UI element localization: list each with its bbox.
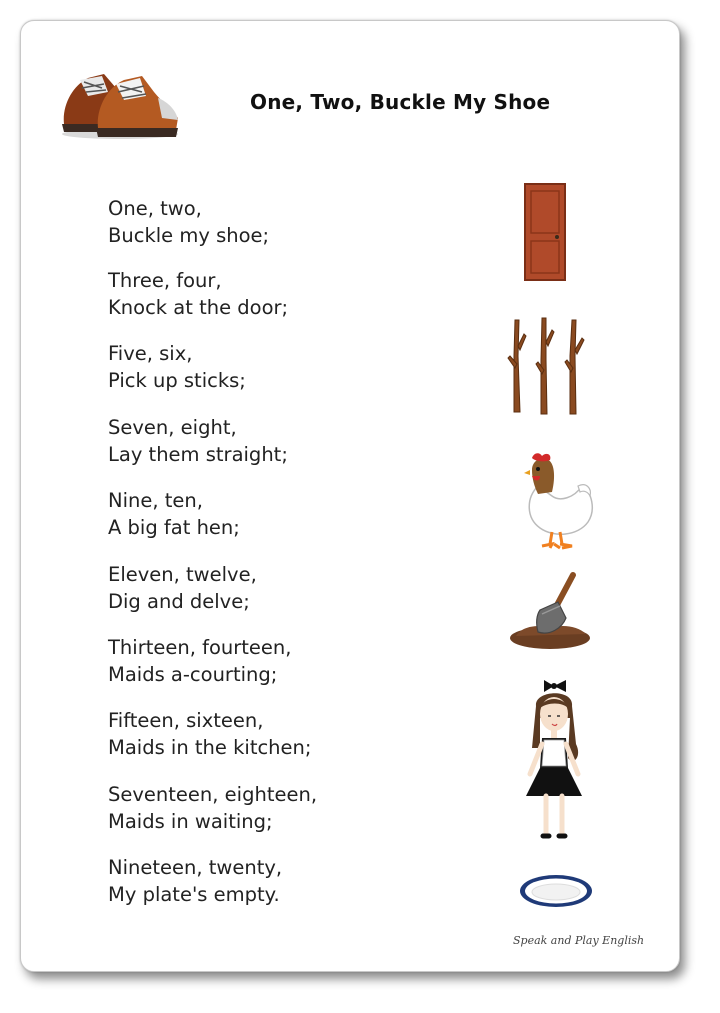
page-title: One, Two, Buckle My Shoe [250, 90, 551, 114]
sticks-icon [506, 316, 586, 416]
stanza-line: Pick up sticks; [108, 369, 246, 392]
stanza-8 [108, 707, 311, 761]
plate-icon [518, 872, 594, 910]
stanza-line: Seven, eight, [108, 416, 237, 439]
stanza-line: Nine, ten, [108, 489, 203, 512]
shoes-icon [58, 66, 184, 142]
stanza-line: Maids in waiting; [108, 810, 273, 833]
stanza-line: My plate's empty. [108, 883, 280, 906]
stanza-7 [108, 634, 291, 688]
stanza-line: Fifteen, sixteen, [108, 709, 264, 732]
stanza-line: One, two, [108, 197, 202, 220]
stanza-1 [108, 195, 269, 249]
girl-icon [516, 678, 592, 844]
stanza-line: Three, four, [108, 269, 222, 292]
stanza-6 [108, 561, 257, 615]
stanza-line: Lay them straight; [108, 443, 288, 466]
shovel-icon [508, 566, 594, 652]
stanza-9 [108, 781, 317, 835]
door-icon [524, 183, 566, 281]
stanza-line: Five, six, [108, 342, 193, 365]
stanza-line: Eleven, twelve, [108, 563, 257, 586]
stanza-2 [108, 267, 288, 321]
stanza-3 [108, 340, 246, 394]
credit-text: Speak and Play English [513, 934, 645, 947]
stanza-line: Buckle my shoe; [108, 224, 270, 247]
stanza-4 [108, 414, 288, 468]
hen-icon [516, 452, 596, 554]
stanza-10 [108, 854, 282, 908]
stanza-line: Maids in the kitchen; [108, 736, 312, 759]
stanza-line: Seventeen, eighteen, [108, 783, 318, 806]
stanza-line: Dig and delve; [108, 590, 250, 613]
stanza-line: Nineteen, twenty, [108, 856, 283, 879]
stanza-5 [108, 487, 240, 541]
stanza-line: A big fat hen; [108, 516, 240, 539]
stanza-line: Thirteen, fourteen, [108, 636, 292, 659]
stanza-line: Maids a-courting; [108, 663, 278, 686]
stanza-line: Knock at the door; [108, 296, 289, 319]
